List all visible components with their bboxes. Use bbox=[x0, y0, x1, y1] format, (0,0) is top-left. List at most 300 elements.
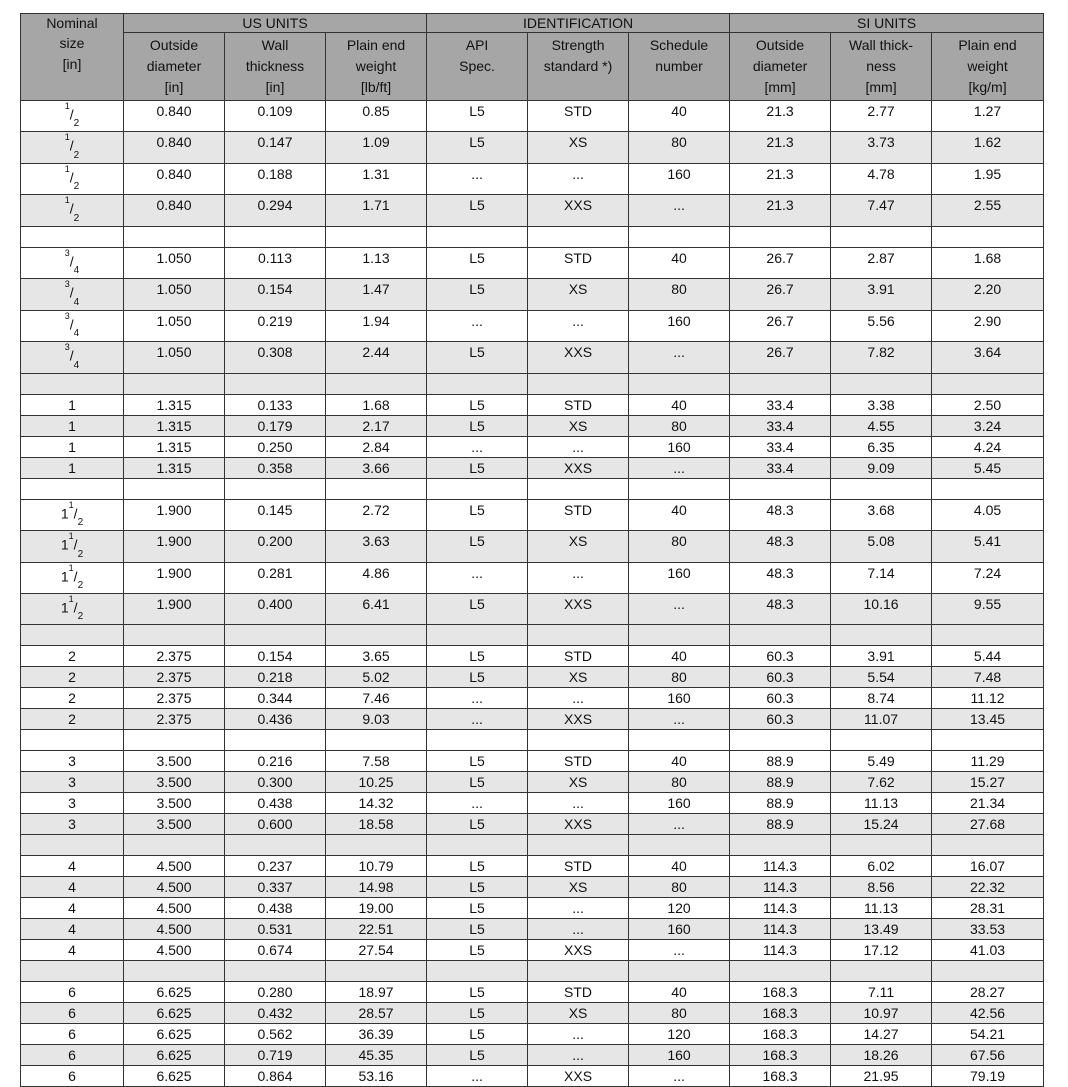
nominal-size-cell bbox=[21, 163, 124, 194]
table-cell: 9.09 bbox=[831, 457, 932, 478]
table-cell: 1.27 bbox=[932, 101, 1044, 132]
nominal-size-cell bbox=[21, 919, 124, 940]
table-cell: 48.3 bbox=[730, 531, 831, 562]
table-cell: 67.56 bbox=[932, 1045, 1044, 1066]
table-row bbox=[21, 751, 1044, 772]
table-cell: L5 bbox=[427, 814, 528, 835]
nominal-size-cell bbox=[21, 415, 124, 436]
spacer-cell bbox=[831, 226, 932, 247]
table-cell: 11.13 bbox=[831, 793, 932, 814]
fraction-numerator: 1 bbox=[68, 593, 74, 604]
table-cell: 80 bbox=[629, 1003, 730, 1024]
spacer-cell bbox=[21, 226, 124, 247]
table-cell: 21.95 bbox=[831, 1066, 932, 1087]
table-cell: 0.300 bbox=[225, 772, 326, 793]
table-row bbox=[21, 940, 1044, 961]
table-cell: 6.02 bbox=[831, 856, 932, 877]
table-cell: 5.41 bbox=[932, 531, 1044, 562]
table-cell: 18.26 bbox=[831, 1045, 932, 1066]
table-cell: 168.3 bbox=[730, 1024, 831, 1045]
table-row bbox=[21, 814, 1044, 835]
size-whole: 1 bbox=[60, 505, 69, 522]
table-cell: 0.840 bbox=[124, 195, 225, 226]
table-cell: 0.600 bbox=[225, 814, 326, 835]
table-cell: 6.35 bbox=[831, 436, 932, 457]
table-cell: 3.500 bbox=[124, 793, 225, 814]
table-cell: XXS bbox=[528, 195, 629, 226]
table-cell: 2.72 bbox=[326, 499, 427, 530]
table-row bbox=[21, 562, 1044, 593]
spacer-cell bbox=[831, 961, 932, 982]
table-cell: 0.154 bbox=[225, 279, 326, 310]
fraction-slash: / bbox=[69, 201, 74, 218]
table-cell: 36.39 bbox=[326, 1024, 427, 1045]
spacer-cell bbox=[225, 961, 326, 982]
table-cell: 3.68 bbox=[831, 499, 932, 530]
table-cell: L5 bbox=[427, 667, 528, 688]
table-cell: 88.9 bbox=[730, 751, 831, 772]
table-cell: 6.41 bbox=[326, 593, 427, 624]
spacer-cell bbox=[629, 625, 730, 646]
column-header-line: Plain end bbox=[958, 37, 1017, 53]
table-cell: 10.25 bbox=[326, 772, 427, 793]
table-cell: 60.3 bbox=[730, 667, 831, 688]
spacer-cell bbox=[21, 961, 124, 982]
table-row bbox=[21, 1024, 1044, 1045]
spacer-cell bbox=[730, 730, 831, 751]
spacer-row bbox=[21, 478, 1044, 499]
size-whole: 2 bbox=[68, 711, 76, 728]
column-header-line: API bbox=[465, 37, 489, 53]
table-cell: 15.27 bbox=[932, 772, 1044, 793]
table-cell: 21.3 bbox=[730, 101, 831, 132]
table-cell: 80 bbox=[629, 667, 730, 688]
table-cell: 0.109 bbox=[225, 101, 326, 132]
spacer-cell bbox=[730, 961, 831, 982]
table-row bbox=[21, 898, 1044, 919]
table-cell: 2.87 bbox=[831, 247, 932, 278]
nominal-size-line-1: Nominal bbox=[46, 15, 98, 31]
table-cell: ... bbox=[629, 814, 730, 835]
table-cell: 3.24 bbox=[932, 415, 1044, 436]
table-cell: 7.48 bbox=[932, 667, 1044, 688]
table-cell: 0.358 bbox=[225, 457, 326, 478]
nominal-size-cell bbox=[21, 814, 124, 835]
table-cell: L5 bbox=[427, 195, 528, 226]
nominal-size-cell bbox=[21, 709, 124, 730]
fraction-numerator: 3 bbox=[64, 247, 70, 258]
spacer-cell bbox=[225, 226, 326, 247]
fraction-numerator: 3 bbox=[64, 342, 70, 353]
table-cell: 4.86 bbox=[326, 562, 427, 593]
table-cell: STD bbox=[528, 856, 629, 877]
table-cell: 114.3 bbox=[730, 856, 831, 877]
table-cell: 26.7 bbox=[730, 279, 831, 310]
table-cell: 2.50 bbox=[932, 394, 1044, 415]
table-cell: 53.16 bbox=[326, 1066, 427, 1087]
spacer-cell bbox=[124, 625, 225, 646]
table-cell: 0.344 bbox=[225, 688, 326, 709]
table-cell: 0.840 bbox=[124, 101, 225, 132]
table-cell: 6.625 bbox=[124, 982, 225, 1003]
table-cell: 4.500 bbox=[124, 940, 225, 961]
nominal-size-cell bbox=[21, 646, 124, 667]
table-cell: 2.17 bbox=[326, 415, 427, 436]
nominal-size-cell bbox=[21, 898, 124, 919]
table-cell: 28.57 bbox=[326, 1003, 427, 1024]
size-whole: 1 bbox=[60, 536, 69, 553]
table-cell: L5 bbox=[427, 646, 528, 667]
table-row bbox=[21, 531, 1044, 562]
si-units-header: SI UNITS bbox=[730, 14, 1044, 33]
table-cell: 21.34 bbox=[932, 793, 1044, 814]
table-cell: 0.840 bbox=[124, 163, 225, 194]
spacer-cell bbox=[225, 835, 326, 856]
nominal-size-cell bbox=[21, 436, 124, 457]
spacer-cell bbox=[528, 961, 629, 982]
nominal-size-cell bbox=[21, 1045, 124, 1066]
table-row bbox=[21, 101, 1044, 132]
table-cell: 0.179 bbox=[225, 415, 326, 436]
spacer-cell bbox=[427, 625, 528, 646]
table-cell: 18.58 bbox=[326, 814, 427, 835]
table-row bbox=[21, 457, 1044, 478]
table-row bbox=[21, 982, 1044, 1003]
table-cell: 0.294 bbox=[225, 195, 326, 226]
spacer-cell bbox=[730, 373, 831, 394]
spacer-cell bbox=[225, 625, 326, 646]
nominal-size-cell bbox=[21, 1024, 124, 1045]
spacer-cell bbox=[528, 625, 629, 646]
table-cell: 33.4 bbox=[730, 394, 831, 415]
identification-header: IDENTIFICATION bbox=[427, 14, 730, 33]
table-cell: 16.07 bbox=[932, 856, 1044, 877]
table-cell: 160 bbox=[629, 310, 730, 341]
nominal-size-cell bbox=[21, 499, 124, 530]
column-header-line: thickness bbox=[245, 58, 305, 74]
table-cell: 160 bbox=[629, 688, 730, 709]
table-cell: L5 bbox=[427, 415, 528, 436]
size-whole: 6 bbox=[68, 1047, 76, 1064]
table-cell: XS bbox=[528, 667, 629, 688]
table-row bbox=[21, 667, 1044, 688]
table-cell: L5 bbox=[427, 531, 528, 562]
column-header bbox=[831, 33, 932, 101]
table-cell: 79.19 bbox=[932, 1066, 1044, 1087]
size-whole: 3 bbox=[68, 816, 76, 833]
table-row bbox=[21, 593, 1044, 624]
column-header-line: Wall thick- bbox=[849, 37, 914, 53]
fraction-slash: / bbox=[69, 138, 74, 155]
nominal-size-cell bbox=[21, 101, 124, 132]
table-cell: 27.54 bbox=[326, 940, 427, 961]
table-cell: ... bbox=[528, 793, 629, 814]
table-cell: 1.050 bbox=[124, 342, 225, 373]
table-cell: 3.500 bbox=[124, 751, 225, 772]
table-cell: 80 bbox=[629, 132, 730, 163]
table-cell: 40 bbox=[629, 394, 730, 415]
table-cell: 11.07 bbox=[831, 709, 932, 730]
table-cell: ... bbox=[528, 436, 629, 457]
fraction-denominator: 2 bbox=[73, 181, 80, 193]
fraction-denominator: 2 bbox=[77, 611, 84, 623]
table-cell: 1.68 bbox=[326, 394, 427, 415]
spacer-cell bbox=[528, 226, 629, 247]
table-cell: 80 bbox=[629, 877, 730, 898]
spacer-cell bbox=[629, 730, 730, 751]
table-row bbox=[21, 195, 1044, 226]
table-cell: 80 bbox=[629, 531, 730, 562]
table-cell: 1.47 bbox=[326, 279, 427, 310]
table-cell: 0.218 bbox=[225, 667, 326, 688]
table-cell: XS bbox=[528, 132, 629, 163]
table-cell: 7.11 bbox=[831, 982, 932, 1003]
nominal-size-cell bbox=[21, 1066, 124, 1087]
table-cell: 41.03 bbox=[932, 940, 1044, 961]
spacer-cell bbox=[427, 478, 528, 499]
table-cell: XXS bbox=[528, 940, 629, 961]
table-cell: 18.97 bbox=[326, 982, 427, 1003]
table-cell: 3.38 bbox=[831, 394, 932, 415]
nominal-size-cell bbox=[21, 688, 124, 709]
spacer-row bbox=[21, 961, 1044, 982]
table-cell: 6.625 bbox=[124, 1045, 225, 1066]
table-cell: ... bbox=[528, 310, 629, 341]
table-cell: 54.21 bbox=[932, 1024, 1044, 1045]
table-cell: 15.24 bbox=[831, 814, 932, 835]
column-header-line: diameter bbox=[146, 58, 202, 74]
table-cell: ... bbox=[427, 163, 528, 194]
table-cell: 5.49 bbox=[831, 751, 932, 772]
nominal-size-cell bbox=[21, 1003, 124, 1024]
spacer-cell bbox=[730, 478, 831, 499]
table-cell: 14.27 bbox=[831, 1024, 932, 1045]
spacer-row bbox=[21, 373, 1044, 394]
fraction-denominator: 4 bbox=[73, 265, 80, 277]
table-row bbox=[21, 279, 1044, 310]
spacer-cell bbox=[831, 730, 932, 751]
table-cell: 48.3 bbox=[730, 562, 831, 593]
table-cell: 114.3 bbox=[730, 940, 831, 961]
size-whole: 4 bbox=[68, 858, 76, 875]
table-row bbox=[21, 132, 1044, 163]
table-cell: 40 bbox=[629, 751, 730, 772]
nominal-size-cell bbox=[21, 877, 124, 898]
spacer-cell bbox=[326, 835, 427, 856]
table-cell: 0.400 bbox=[225, 593, 326, 624]
size-whole: 1 bbox=[60, 568, 69, 585]
fraction-denominator: 2 bbox=[77, 548, 84, 560]
table-cell: 0.438 bbox=[225, 898, 326, 919]
table-cell: L5 bbox=[427, 856, 528, 877]
column-header-line: diameter bbox=[752, 58, 808, 74]
size-whole: 2 bbox=[68, 648, 76, 665]
spacer-row bbox=[21, 226, 1044, 247]
nominal-size-cell bbox=[21, 562, 124, 593]
table-cell: 168.3 bbox=[730, 1003, 831, 1024]
table-cell: 0.436 bbox=[225, 709, 326, 730]
table-cell: 1.900 bbox=[124, 593, 225, 624]
table-cell: 7.14 bbox=[831, 562, 932, 593]
spacer-cell bbox=[932, 835, 1044, 856]
spacer-cell bbox=[932, 730, 1044, 751]
table-cell: 14.32 bbox=[326, 793, 427, 814]
table-cell: 88.9 bbox=[730, 793, 831, 814]
table-cell: L5 bbox=[427, 457, 528, 478]
column-header-line: weight bbox=[355, 58, 397, 74]
table-cell: 40 bbox=[629, 982, 730, 1003]
nominal-size-line-2: size bbox=[59, 35, 85, 51]
table-row bbox=[21, 499, 1044, 530]
fraction-numerator: 1 bbox=[68, 562, 74, 573]
size-fraction bbox=[65, 195, 79, 225]
table-cell: 160 bbox=[629, 436, 730, 457]
nominal-size-cell bbox=[21, 751, 124, 772]
spacer-cell bbox=[932, 961, 1044, 982]
table-row bbox=[21, 394, 1044, 415]
table-cell: 2.375 bbox=[124, 688, 225, 709]
fraction-slash: / bbox=[73, 536, 78, 553]
size-fraction bbox=[65, 164, 79, 194]
table-row bbox=[21, 310, 1044, 341]
table-cell: 3.91 bbox=[831, 279, 932, 310]
table-cell: 80 bbox=[629, 279, 730, 310]
spacer-cell bbox=[124, 478, 225, 499]
table-cell: XXS bbox=[528, 709, 629, 730]
table-cell: 0.133 bbox=[225, 394, 326, 415]
spacer-cell bbox=[326, 226, 427, 247]
table-cell: 0.188 bbox=[225, 163, 326, 194]
column-header-line: Strength bbox=[551, 37, 605, 53]
table-cell: 33.4 bbox=[730, 415, 831, 436]
table-cell: 7.47 bbox=[831, 195, 932, 226]
table-cell: 42.56 bbox=[932, 1003, 1044, 1024]
table-cell: 0.250 bbox=[225, 436, 326, 457]
table-cell: 0.280 bbox=[225, 982, 326, 1003]
table-cell: 1.71 bbox=[326, 195, 427, 226]
table-cell: XS bbox=[528, 279, 629, 310]
spacer-cell bbox=[932, 226, 1044, 247]
table-cell: 26.7 bbox=[730, 310, 831, 341]
size-whole: 1 bbox=[68, 459, 76, 476]
table-cell: 1.62 bbox=[932, 132, 1044, 163]
table-cell: ... bbox=[427, 1066, 528, 1087]
table-cell: 3.500 bbox=[124, 814, 225, 835]
nominal-size-cell bbox=[21, 394, 124, 415]
table-cell: ... bbox=[629, 342, 730, 373]
spacer-cell bbox=[326, 478, 427, 499]
spacer-cell bbox=[831, 625, 932, 646]
table-cell: STD bbox=[528, 499, 629, 530]
table-cell: 10.16 bbox=[831, 593, 932, 624]
table-cell: 1.900 bbox=[124, 562, 225, 593]
spacer-cell bbox=[21, 373, 124, 394]
spacer-cell bbox=[124, 730, 225, 751]
table-cell: XXS bbox=[528, 1066, 629, 1087]
spacer-cell bbox=[730, 226, 831, 247]
table-cell: ... bbox=[427, 562, 528, 593]
table-cell: 5.54 bbox=[831, 667, 932, 688]
table-cell: L5 bbox=[427, 499, 528, 530]
spacer-cell bbox=[225, 478, 326, 499]
table-cell: 4.500 bbox=[124, 898, 225, 919]
table-cell: XS bbox=[528, 772, 629, 793]
table-cell: 0.219 bbox=[225, 310, 326, 341]
column-header-line: [in] bbox=[164, 79, 184, 95]
spacer-cell bbox=[427, 226, 528, 247]
table-cell: ... bbox=[629, 457, 730, 478]
table-cell: 168.3 bbox=[730, 1066, 831, 1087]
table-row bbox=[21, 1045, 1044, 1066]
table-cell: 0.216 bbox=[225, 751, 326, 772]
table-cell: XS bbox=[528, 1003, 629, 1024]
table-row bbox=[21, 163, 1044, 194]
spacer-cell bbox=[629, 226, 730, 247]
nominal-size-cell bbox=[21, 793, 124, 814]
table-cell: 28.27 bbox=[932, 982, 1044, 1003]
nominal-size-cell bbox=[21, 132, 124, 163]
table-cell: 60.3 bbox=[730, 709, 831, 730]
column-header-line: Outside bbox=[149, 37, 199, 53]
table-cell: 1.315 bbox=[124, 394, 225, 415]
spacer-cell bbox=[528, 835, 629, 856]
table-cell: 2.84 bbox=[326, 436, 427, 457]
table-cell: 1.050 bbox=[124, 279, 225, 310]
table-cell: 1.900 bbox=[124, 531, 225, 562]
fraction-slash: / bbox=[69, 347, 74, 364]
size-whole: 6 bbox=[68, 984, 76, 1001]
table-cell: ... bbox=[427, 793, 528, 814]
table-cell: 0.237 bbox=[225, 856, 326, 877]
table-cell: 2.375 bbox=[124, 709, 225, 730]
table-cell: 21.3 bbox=[730, 195, 831, 226]
spacer-cell bbox=[427, 730, 528, 751]
nominal-size-cell bbox=[21, 667, 124, 688]
table-cell: 4.500 bbox=[124, 877, 225, 898]
table-body bbox=[21, 101, 1044, 1087]
table-cell: 4.05 bbox=[932, 499, 1044, 530]
table-cell: 80 bbox=[629, 415, 730, 436]
spacer-cell bbox=[124, 835, 225, 856]
table-row bbox=[21, 688, 1044, 709]
size-whole: 4 bbox=[68, 900, 76, 917]
spacer-cell bbox=[932, 478, 1044, 499]
fraction-denominator: 4 bbox=[73, 359, 80, 371]
fraction-slash: / bbox=[73, 568, 78, 585]
spacer-cell bbox=[21, 478, 124, 499]
table-cell: XXS bbox=[528, 814, 629, 835]
table-cell: 5.08 bbox=[831, 531, 932, 562]
column-header-line: Schedule bbox=[649, 37, 709, 53]
fraction-slash: / bbox=[73, 505, 78, 522]
column-header bbox=[225, 33, 326, 101]
column-header bbox=[932, 33, 1044, 101]
table-row bbox=[21, 436, 1044, 457]
table-cell: 11.29 bbox=[932, 751, 1044, 772]
column-header-line: number bbox=[655, 58, 703, 74]
spacer-cell bbox=[629, 961, 730, 982]
fraction-denominator: 2 bbox=[77, 517, 84, 529]
size-whole: 3 bbox=[68, 774, 76, 791]
fraction-slash: / bbox=[69, 169, 74, 186]
size-fraction bbox=[69, 500, 83, 530]
fraction-denominator: 4 bbox=[73, 296, 80, 308]
size-fraction bbox=[65, 101, 79, 131]
table-cell: 2.375 bbox=[124, 667, 225, 688]
spacer-cell bbox=[124, 961, 225, 982]
spacer-row bbox=[21, 730, 1044, 751]
table-cell: ... bbox=[528, 1024, 629, 1045]
